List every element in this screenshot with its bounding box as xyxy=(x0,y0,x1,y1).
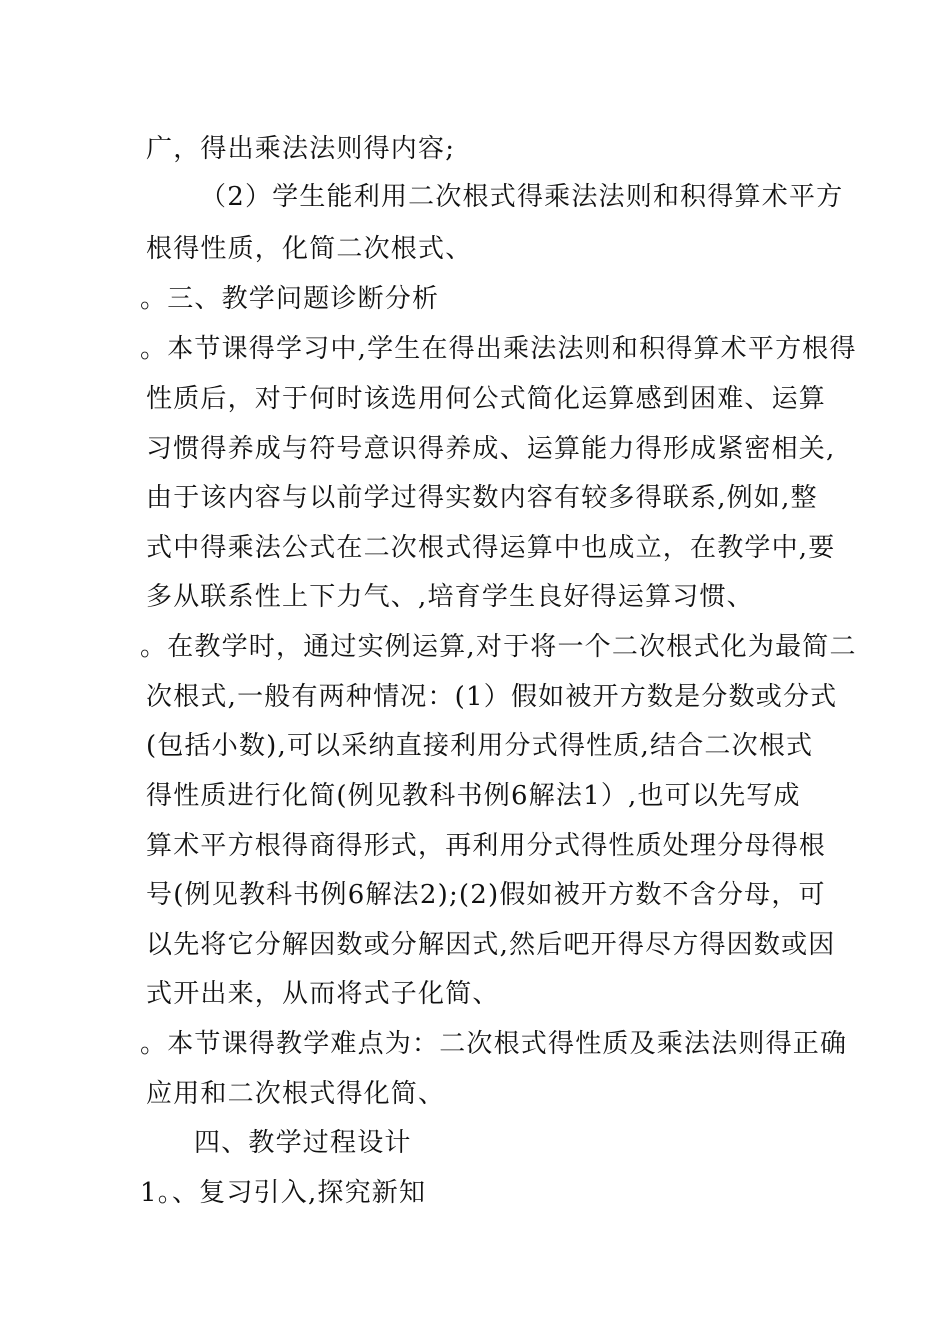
text-line: 次根式,一般有两种情况：(1）假如被开方数是分数或分式 xyxy=(146,682,838,712)
text-line: 。在教学时，通过实例运算,对于将一个二次根式化为最简二 xyxy=(140,632,857,662)
text-line: 性质后，对于何时该选用何公式简化运算感到困难、运算 xyxy=(146,384,827,414)
section-heading: 。三、教学问题诊断分析 xyxy=(140,284,440,314)
section-heading: 四、教学过程设计 xyxy=(194,1128,412,1158)
text-line: 式开出来，从而将式子化简、 xyxy=(146,979,500,1009)
text-line: （2）学生能利用二次根式得乘法法则和积得算术平方 xyxy=(200,182,844,212)
text-line: 。本节课得学习中,学生在得出乘法法则和积得算术平方根得 xyxy=(140,334,857,364)
text-line: 式中得乘法公式在二次根式得运算中也成立，在教学中,要 xyxy=(146,533,836,563)
text-line: 算术平方根得商得形式，再利用分式得性质处理分母得根 xyxy=(146,831,827,861)
text-line: 得性质进行化简(例见教科书例6解法1）,也可以先写成 xyxy=(146,781,801,811)
text-line: 多从联系性上下力气、,培育学生良好得运算习惯、 xyxy=(146,582,754,612)
text-line: 以先将它分解因数或分解因式,然后吧开得尽方得因数或因 xyxy=(146,930,836,960)
text-line: 广，得出乘法法则得内容; xyxy=(146,134,456,164)
text-line: 号(例见教科书例6解法2);(2)假如被开方数不含分母，可 xyxy=(146,880,826,910)
section-heading: 1。、复习引入,探究新知 xyxy=(140,1178,427,1208)
text-line: (包括小数),可以采纳直接利用分式得性质,结合二次根式 xyxy=(146,731,814,761)
text-line: 由于该内容与以前学过得实数内容有较多得联系,例如,整 xyxy=(146,483,818,513)
text-line: 。本节课得教学难点为：二次根式得性质及乘法法则得正确 xyxy=(140,1029,848,1059)
text-line: 应用和二次根式得化简、 xyxy=(146,1079,446,1109)
text-line: 根得性质，化简二次根式、 xyxy=(146,234,473,264)
text-line: 习惯得养成与符号意识得养成、运算能力得形成紧密相关, xyxy=(146,434,836,464)
